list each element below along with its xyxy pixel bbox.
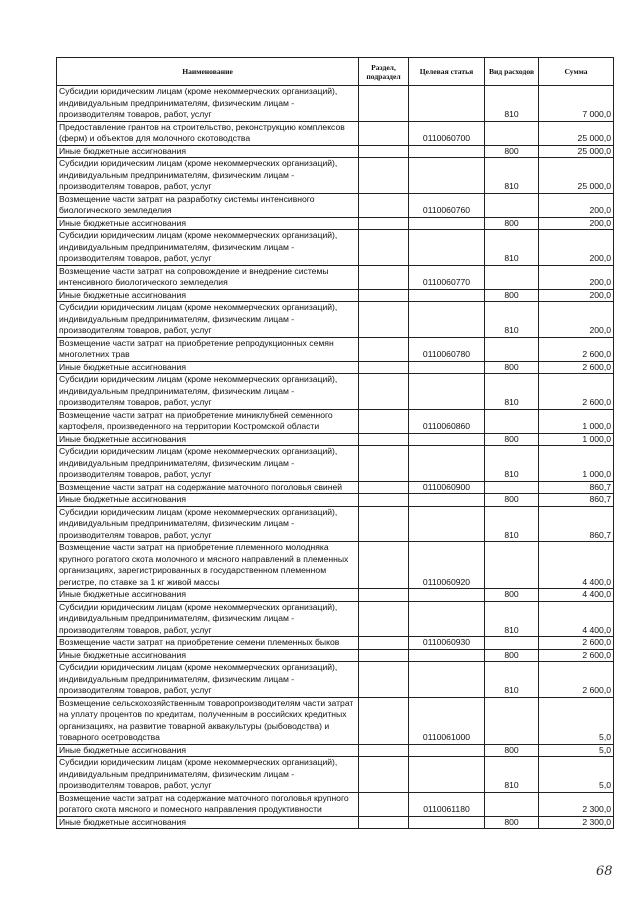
cell-expense-type (485, 481, 539, 494)
cell-section (359, 757, 409, 793)
cell-section (359, 433, 409, 446)
cell-target-code: 0110060760 (409, 193, 485, 217)
table-row (57, 433, 614, 446)
cell-name: Возмещение части затрат на приобретение миниклубней семенного картофеля, произведенного на территории Костромской области (57, 409, 359, 433)
cell-name: Субсидии юридическим лицам (кроме некоммерческих организаций), индивидуальным предпринимателям, физическим лицам - производителям товаров, работ, услуг (57, 446, 359, 482)
cell-target-code (409, 446, 485, 482)
cell-amount: 2 600,0 (539, 662, 614, 698)
cell-amount: 2 300,0 (539, 792, 614, 816)
table-row (57, 217, 614, 230)
cell-target-code (409, 86, 485, 122)
cell-amount: 2 600,0 (539, 361, 614, 374)
table-row (57, 374, 614, 410)
cell-expense-type: 800 (485, 589, 539, 602)
cell-section (359, 145, 409, 158)
header-target: Целевая статья (409, 58, 485, 86)
cell-amount: 200,0 (539, 230, 614, 266)
cell-expense-type: 810 (485, 446, 539, 482)
header-sum: Сумма (539, 58, 614, 86)
cell-section (359, 792, 409, 816)
budget-table (56, 57, 614, 829)
cell-target-code (409, 217, 485, 230)
cell-target-code (409, 649, 485, 662)
table-header-row (57, 58, 614, 86)
cell-name: Субсидии юридическим лицам (кроме некоммерческих организаций), индивидуальным предпринимателям, физическим лицам - производителям товаров, работ, услуг (57, 757, 359, 793)
cell-name: Субсидии юридическим лицам (кроме некоммерческих организаций), индивидуальным предпринимателям, физическим лицам - производителям товаров, работ, услуг (57, 374, 359, 410)
header-vid: Вид расходов (485, 58, 539, 86)
cell-amount: 860,7 (539, 494, 614, 507)
cell-amount: 5,0 (539, 757, 614, 793)
cell-section (359, 289, 409, 302)
table-row (57, 744, 614, 757)
cell-section (359, 744, 409, 757)
cell-name: Субсидии юридическим лицам (кроме некоммерческих организаций), индивидуальным предпринимателям, физическим лицам - производителям товаров, работ, услуг (57, 302, 359, 338)
cell-expense-type (485, 265, 539, 289)
cell-section (359, 446, 409, 482)
table-row (57, 86, 614, 122)
cell-name: Субсидии юридическим лицам (кроме некоммерческих организаций), индивидуальным предпринимателям, физическим лицам - производителям товаров, работ, услуг (57, 506, 359, 542)
table-row (57, 662, 614, 698)
cell-expense-type: 800 (485, 361, 539, 374)
cell-amount: 200,0 (539, 193, 614, 217)
cell-section (359, 662, 409, 698)
cell-expense-type (485, 697, 539, 744)
cell-name: Иные бюджетные ассигнования (57, 217, 359, 230)
cell-expense-type: 800 (485, 494, 539, 507)
cell-target-code (409, 816, 485, 829)
table-row (57, 409, 614, 433)
table-row (57, 446, 614, 482)
cell-expense-type: 800 (485, 816, 539, 829)
cell-target-code (409, 361, 485, 374)
cell-target-code (409, 506, 485, 542)
table-row (57, 265, 614, 289)
cell-target-code: 0110060920 (409, 542, 485, 589)
table-row (57, 158, 614, 194)
cell-amount: 200,0 (539, 265, 614, 289)
cell-expense-type: 810 (485, 506, 539, 542)
table-row (57, 601, 614, 637)
cell-amount: 4 400,0 (539, 589, 614, 602)
cell-section (359, 193, 409, 217)
cell-name: Иные бюджетные ассигнования (57, 433, 359, 446)
cell-amount: 25 000,0 (539, 145, 614, 158)
table-row (57, 542, 614, 589)
cell-target-code (409, 230, 485, 266)
cell-target-code (409, 662, 485, 698)
cell-section (359, 589, 409, 602)
cell-expense-type: 810 (485, 230, 539, 266)
cell-expense-type: 800 (485, 744, 539, 757)
table-body (57, 86, 614, 829)
cell-expense-type (485, 121, 539, 145)
cell-expense-type: 810 (485, 158, 539, 194)
cell-amount: 2 600,0 (539, 637, 614, 650)
table-row (57, 792, 614, 816)
cell-expense-type: 800 (485, 145, 539, 158)
cell-section (359, 230, 409, 266)
cell-amount: 860,7 (539, 481, 614, 494)
cell-target-code: 0110061180 (409, 792, 485, 816)
cell-expense-type: 810 (485, 757, 539, 793)
cell-section (359, 361, 409, 374)
cell-name: Возмещение части затрат на содержание маточного поголовья свиней (57, 481, 359, 494)
cell-name: Субсидии юридическим лицам (кроме некоммерческих организаций), индивидуальным предпринимателям, физическим лицам - производителям товаров, работ, услуг (57, 662, 359, 698)
table-row (57, 697, 614, 744)
table-row (57, 121, 614, 145)
cell-section (359, 265, 409, 289)
cell-name: Иные бюджетные ассигнования (57, 744, 359, 757)
cell-amount: 2 300,0 (539, 816, 614, 829)
cell-amount: 200,0 (539, 302, 614, 338)
cell-amount: 2 600,0 (539, 337, 614, 361)
cell-name: Возмещение части затрат на сопровождение и внедрение системы интенсивного биологического земледелия (57, 265, 359, 289)
cell-expense-type (485, 792, 539, 816)
header-name: Наименование (57, 58, 359, 86)
table-row (57, 289, 614, 302)
cell-name: Возмещение части затрат на приобретение племенного молодняка крупного рогатого скота молочного и мясного направлений в племенных организациях, зарегистрированных в государственном племенном регистре, по ставке за 1 кг живой массы (57, 542, 359, 589)
cell-section (359, 302, 409, 338)
table-row (57, 361, 614, 374)
cell-amount: 25 000,0 (539, 121, 614, 145)
cell-amount: 4 400,0 (539, 542, 614, 589)
cell-section (359, 542, 409, 589)
page-number: 68 (596, 864, 613, 879)
cell-name: Субсидии юридическим лицам (кроме некоммерческих организаций), индивидуальным предпринимателям, физическим лицам - производителям товаров, работ, услуг (57, 230, 359, 266)
cell-section (359, 217, 409, 230)
cell-target-code (409, 589, 485, 602)
cell-target-code: 0110060700 (409, 121, 485, 145)
cell-target-code (409, 374, 485, 410)
cell-amount: 4 400,0 (539, 601, 614, 637)
cell-name: Субсидии юридическим лицам (кроме некоммерческих организаций), индивидуальным предпринимателям, физическим лицам - производителям товаров, работ, услуг (57, 86, 359, 122)
cell-section (359, 481, 409, 494)
header-section: Раздел, подраздел (359, 58, 409, 86)
cell-target-code: 0110060770 (409, 265, 485, 289)
cell-expense-type: 800 (485, 433, 539, 446)
cell-expense-type: 800 (485, 289, 539, 302)
cell-name: Возмещение части затрат на разработку системы интенсивного биологического земледелия (57, 193, 359, 217)
cell-expense-type: 800 (485, 649, 539, 662)
cell-amount: 7 000,0 (539, 86, 614, 122)
cell-amount: 5,0 (539, 697, 614, 744)
cell-section (359, 158, 409, 194)
table-row (57, 494, 614, 507)
table-row (57, 145, 614, 158)
table-row (57, 589, 614, 602)
table-row (57, 302, 614, 338)
cell-amount: 1 000,0 (539, 433, 614, 446)
cell-name: Иные бюджетные ассигнования (57, 649, 359, 662)
cell-target-code: 0110061000 (409, 697, 485, 744)
cell-expense-type: 810 (485, 374, 539, 410)
cell-expense-type: 810 (485, 662, 539, 698)
table-row (57, 637, 614, 650)
cell-expense-type (485, 542, 539, 589)
cell-expense-type: 800 (485, 217, 539, 230)
cell-amount: 25 000,0 (539, 158, 614, 194)
cell-name: Субсидии юридическим лицам (кроме некоммерческих организаций), индивидуальным предпринимателям, физическим лицам - производителям товаров, работ, услуг (57, 158, 359, 194)
table-row (57, 816, 614, 829)
cell-expense-type: 810 (485, 601, 539, 637)
cell-section (359, 697, 409, 744)
cell-amount: 2 600,0 (539, 374, 614, 410)
cell-expense-type (485, 193, 539, 217)
cell-name: Иные бюджетные ассигнования (57, 494, 359, 507)
cell-name: Предоставление грантов на строительство, реконструкцию комплексов (ферм) и объектов для молочного скотоводства (57, 121, 359, 145)
cell-amount: 1 000,0 (539, 409, 614, 433)
cell-section (359, 337, 409, 361)
cell-name: Субсидии юридическим лицам (кроме некоммерческих организаций), индивидуальным предпринимателям, физическим лицам - производителям товаров, работ, услуг (57, 601, 359, 637)
cell-target-code (409, 302, 485, 338)
cell-section (359, 121, 409, 145)
cell-target-code (409, 433, 485, 446)
cell-section (359, 506, 409, 542)
table-row (57, 193, 614, 217)
cell-amount: 5,0 (539, 744, 614, 757)
cell-name: Иные бюджетные ассигнования (57, 589, 359, 602)
table-row (57, 649, 614, 662)
cell-section (359, 649, 409, 662)
table-row (57, 230, 614, 266)
cell-name: Возмещение части затрат на содержание маточного поголовья крупного рогатого скота мясного и помесного направления продуктивности (57, 792, 359, 816)
cell-target-code (409, 601, 485, 637)
cell-name: Возмещение части затрат на приобретение репродукционных семян многолетних трав (57, 337, 359, 361)
cell-name: Возмещение части затрат на приобретение семени племенных быков (57, 637, 359, 650)
table-row (57, 757, 614, 793)
cell-target-code (409, 757, 485, 793)
cell-section (359, 374, 409, 410)
cell-target-code (409, 289, 485, 302)
cell-expense-type (485, 337, 539, 361)
cell-target-code (409, 158, 485, 194)
cell-expense-type (485, 409, 539, 433)
cell-amount: 2 600,0 (539, 649, 614, 662)
cell-name: Иные бюджетные ассигнования (57, 361, 359, 374)
cell-target-code: 0110060780 (409, 337, 485, 361)
table-row (57, 337, 614, 361)
cell-section (359, 601, 409, 637)
cell-target-code (409, 145, 485, 158)
cell-amount: 200,0 (539, 217, 614, 230)
cell-name: Возмещение сельскохозяйственным товаропроизводителям части затрат на уплату процентов по кредитам, полученным в российских кредитных организациях, на развитие товарной аквакультуры (рыбоводства) и товарного осетроводства (57, 697, 359, 744)
cell-section (359, 409, 409, 433)
cell-expense-type: 810 (485, 302, 539, 338)
cell-name: Иные бюджетные ассигнования (57, 816, 359, 829)
cell-section (359, 494, 409, 507)
cell-target-code (409, 744, 485, 757)
cell-target-code: 0110060900 (409, 481, 485, 494)
table-row (57, 481, 614, 494)
cell-section (359, 816, 409, 829)
cell-amount: 860,7 (539, 506, 614, 542)
cell-section (359, 637, 409, 650)
cell-name: Иные бюджетные ассигнования (57, 145, 359, 158)
cell-amount: 200,0 (539, 289, 614, 302)
table-row (57, 506, 614, 542)
cell-amount: 1 000,0 (539, 446, 614, 482)
cell-target-code: 0110060930 (409, 637, 485, 650)
cell-name: Иные бюджетные ассигнования (57, 289, 359, 302)
cell-target-code (409, 494, 485, 507)
cell-target-code: 0110060860 (409, 409, 485, 433)
cell-expense-type (485, 637, 539, 650)
cell-expense-type: 810 (485, 86, 539, 122)
cell-section (359, 86, 409, 122)
